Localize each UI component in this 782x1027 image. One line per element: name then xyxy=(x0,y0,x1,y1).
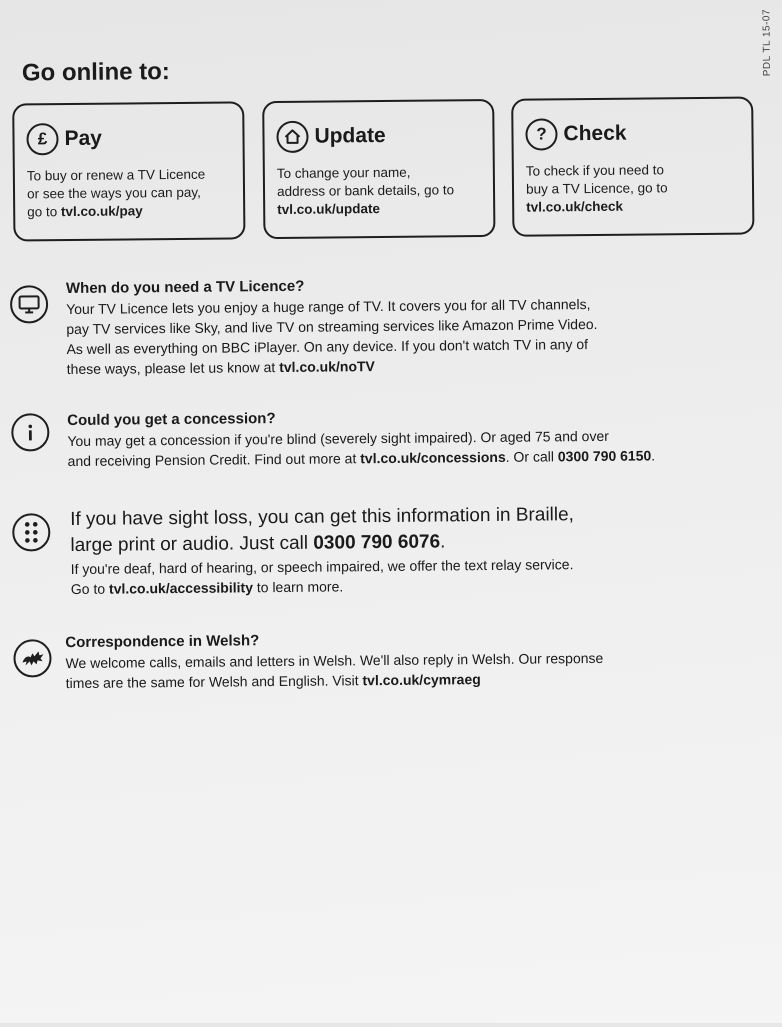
pay-card-line: To buy or renew a TV Licence xyxy=(26,166,206,184)
concession-phone: 0300 790 6150 xyxy=(557,447,652,465)
check-card-title: Check xyxy=(563,121,627,146)
braille-phone: 0300 790 6076 xyxy=(313,531,441,554)
update-card-title: Update xyxy=(314,123,386,148)
tv-licence-text: these ways, please let us know at xyxy=(66,359,280,378)
concession-title: Could you get a concession? xyxy=(67,410,276,430)
update-card-line: address or bank details, go to xyxy=(276,182,455,200)
check-card-line: buy a TV Licence, go to xyxy=(525,180,668,197)
accessibility-text: Go to xyxy=(70,580,110,598)
home-icon xyxy=(276,121,308,153)
concession-text: . xyxy=(651,447,656,464)
tv-licence-text: As well as everything on BBC iPlayer. On any device. If you don't watch TV in any of xyxy=(66,336,589,358)
accessibility-text: to learn more. xyxy=(252,578,344,596)
accessibility-headline: large print or audio. Just call xyxy=(70,532,314,557)
update-card-line: To change your name, xyxy=(276,164,411,182)
check-link: tvl.co.uk/check xyxy=(526,198,624,215)
corner-reference-code: PDL TL 15-07 xyxy=(761,8,773,77)
cymraeg-link: tvl.co.uk/cymraeg xyxy=(362,671,481,689)
accessibility-section xyxy=(12,500,752,598)
concession-text: . Or call xyxy=(505,448,558,465)
check-card-line: To check if you need to xyxy=(525,162,665,179)
pay-card-title: Pay xyxy=(64,126,102,151)
welsh-text: times are the same for Welsh and English. Visit xyxy=(65,672,363,692)
question-icon: ? xyxy=(525,118,557,150)
welsh-section xyxy=(13,626,753,692)
concessions-link: tvl.co.uk/concessions xyxy=(360,448,506,467)
update-link: tvl.co.uk/update xyxy=(277,201,381,218)
concession-section xyxy=(11,404,751,470)
pay-card-line: or see the ways you can pay, xyxy=(26,184,201,202)
info-icon xyxy=(11,413,49,451)
concession-text: You may get a concession if you're blind (severely sight impaired). Or aged 75 and over xyxy=(67,427,609,450)
page-heading: Go online to: xyxy=(21,58,170,87)
tv-licence-text: pay TV services like Sky, and live TV on streaming services like Amazon Prime Video. xyxy=(66,315,598,338)
pay-card-line: go to xyxy=(27,204,62,220)
accessibility-text: If you're deaf, hard of hearing, or speech impaired, we offer the text relay service. xyxy=(70,556,574,578)
pay-card xyxy=(12,101,245,241)
no-tv-link: tvl.co.uk/noTV xyxy=(279,358,375,376)
accessibility-headline: . xyxy=(440,531,446,553)
braille-icon xyxy=(12,513,50,551)
concession-text: and receiving Pension Credit. Find out more at xyxy=(67,450,361,470)
pay-link: tvl.co.uk/pay xyxy=(60,203,143,220)
tv-licence-text: Your TV Licence lets you enjoy a huge range of TV. It covers you for all TV channels, xyxy=(66,296,591,318)
tv-icon xyxy=(10,285,48,323)
update-card xyxy=(262,99,495,239)
pound-icon: £ xyxy=(26,123,58,155)
tv-licence-section xyxy=(10,272,750,378)
welsh-text: We welcome calls, emails and letters in Welsh. We'll also reply in Welsh. Our response xyxy=(65,649,604,672)
accessibility-link: tvl.co.uk/accessibility xyxy=(108,579,254,597)
tv-licence-title: When do you need a TV Licence? xyxy=(65,277,305,298)
accessibility-headline: If you have sight loss, you can get this information in Braille, xyxy=(70,504,575,531)
welsh-dragon-icon xyxy=(13,639,51,677)
welsh-title: Correspondence in Welsh? xyxy=(65,632,260,652)
check-card xyxy=(511,96,754,236)
